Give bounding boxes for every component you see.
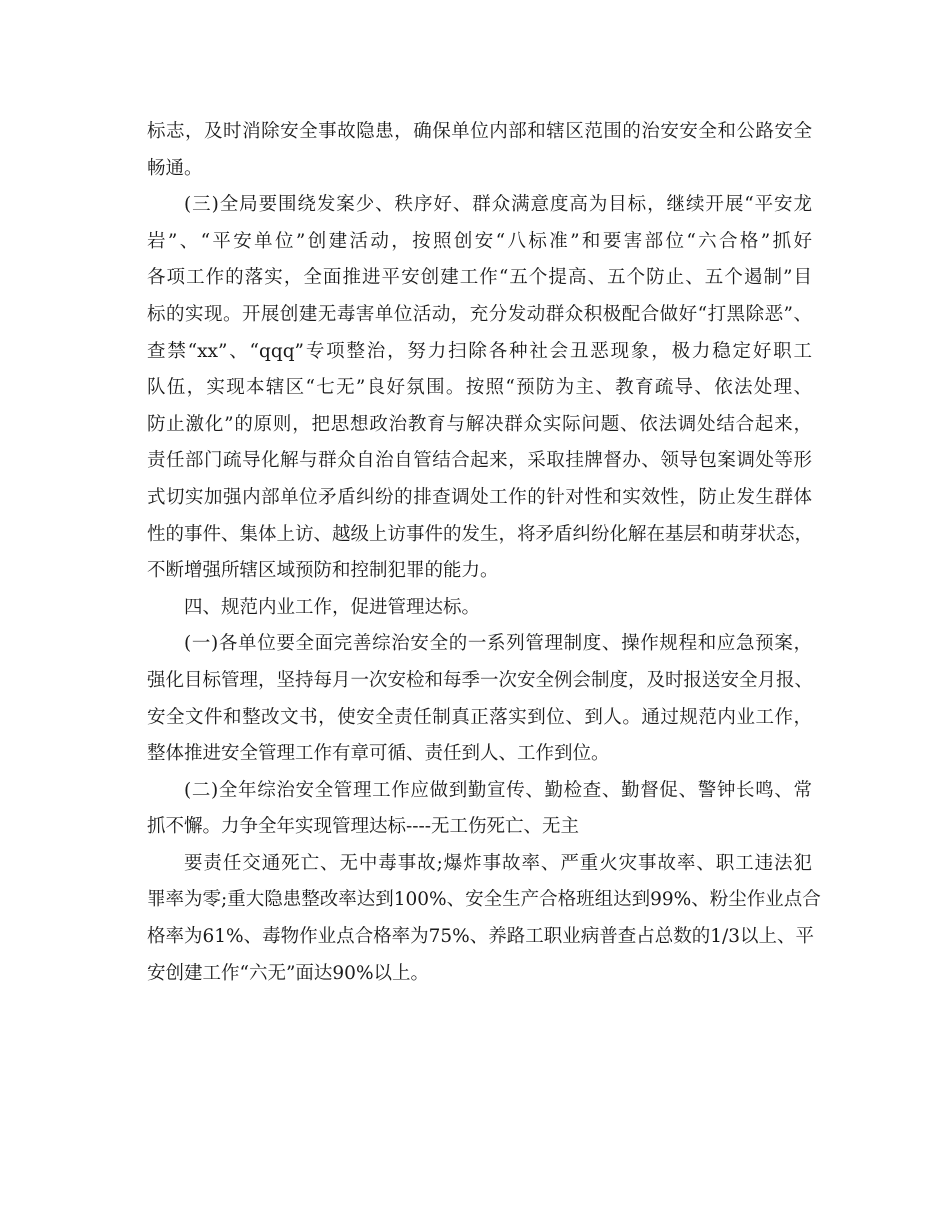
- section-heading: 四、规范内业工作，促进管理达标。: [184, 596, 481, 618]
- text-line: 标志，及时消除安全事故隐患，确保单位内部和辖区范围的治安安全和公路安全: [147, 121, 812, 142]
- text-line: 防止激化”的原则，把思想政治教育与解决群众实际问题、依法调处结合起来，: [147, 413, 812, 435]
- text-line: (一)各单位要全面完善综治安全的一系列管理制度、操作规程和应急预案，: [184, 633, 812, 655]
- text-line: (三)全局要围绕发案少、秩序好、群众满意度高为目标，继续开展“平安龙: [184, 194, 812, 216]
- text-line: 罪率为零;重大隐患整改率达到100%、安全生产合格班组达到99%、粉尘作业点合: [147, 889, 821, 911]
- text-line: 标的实现。开展创建无毒害单位活动，充分发动群众积极配合做好“打黑除恶”、: [147, 303, 812, 325]
- text-line: 责任部门疏导化解与群众自治自管结合起来，采取挂牌督办、领导包案调处等形: [147, 450, 812, 472]
- text-line: 整体推进安全管理工作有章可循、责任到人、工作到位。: [147, 743, 610, 765]
- text-line: (二)全年综治安全管理工作应做到勤宣传、勤检查、勤督促、警钟长鸣、常: [184, 779, 812, 801]
- text-line: 格率为61%、毒物作业点合格率为75%、养路工职业病普查占总数的1/3以上、平: [147, 926, 815, 948]
- text-line: 畅通。: [147, 157, 203, 179]
- text-line: 安全文件和整改文书，使安全责任制真正落实到位、到人。通过规范内业工作，: [147, 706, 812, 728]
- text-line: 各项工作的落实，全面推进平安创建工作“五个提高、五个防止、五个遏制”目: [147, 267, 812, 289]
- text-line: 性的事件、集体上访、越级上访事件的发生，将矛盾纠纷化解在基层和萌芽状态，: [147, 523, 814, 545]
- text-line: 队伍，实现本辖区“七无”良好氛围。按照“预防为主、教育疏导、依法处理、: [147, 377, 812, 399]
- text-line: 岩”、“平安单位”创建活动，按照创安“八标准”和要害部位“六合格”抓好: [147, 230, 812, 252]
- text-line: 强化目标管理，坚持每月一次安检和每季一次安全例会制度，及时报送安全月报、: [147, 669, 814, 691]
- text-line: 查禁“xx”、“qqq”专项整治，努力扫除各种社会丑恶现象，极力稳定好职工: [147, 340, 812, 362]
- text-line: 要责任交通死亡、无中毒事故;爆炸事故率、严重火灾事故率、职工违法犯: [184, 852, 812, 874]
- text-line: 不断增强所辖区域预防和控制犯罪的能力。: [147, 560, 499, 582]
- text-line: 安创建工作“六无”面达90%以上。: [147, 962, 430, 984]
- document-body: [147, 114, 821, 992]
- text-line: 抓不懈。力争全年实现管理达标----无工伤死亡、无主: [147, 816, 580, 838]
- text-line: 式切实加强内部单位矛盾纠纷的排查调处工作的针对性和实效性，防止发生群体: [147, 486, 812, 508]
